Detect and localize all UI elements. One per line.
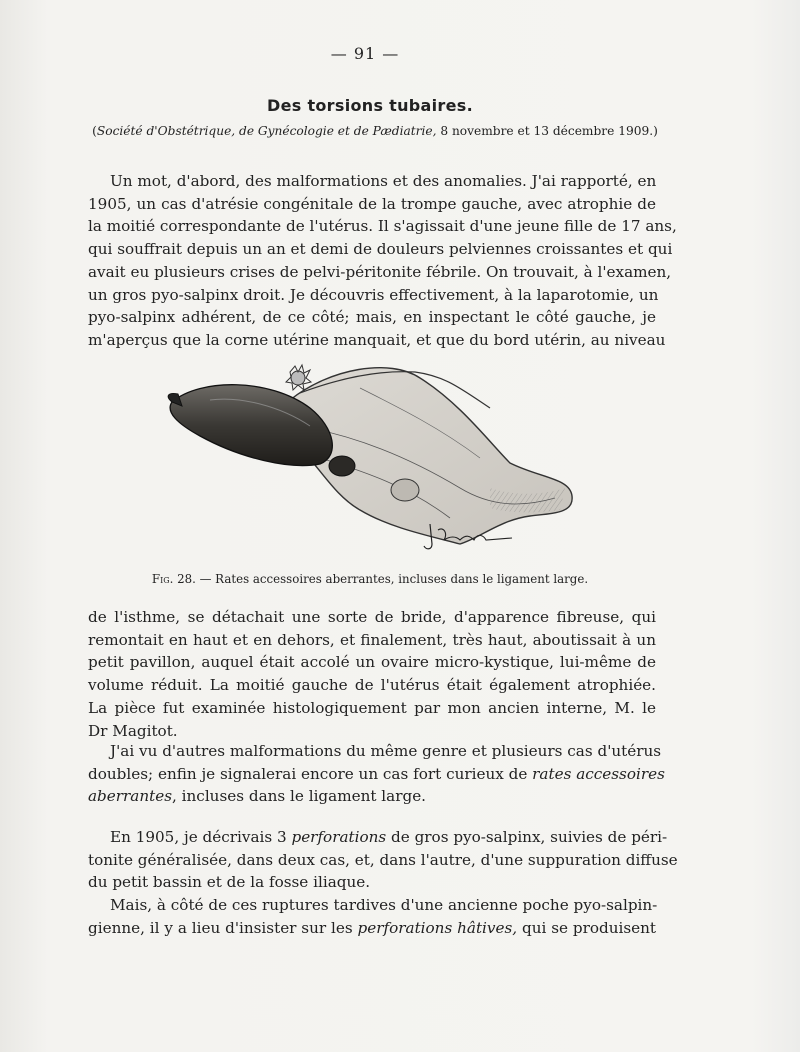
- figure-caption: [0, 572, 740, 586]
- text-segment: , incluses dans le ligament large.: [172, 787, 427, 806]
- text-segment: En 1905, je décrivais 3: [110, 828, 292, 846]
- subtitle-dates: 8 novembre et 13 décembre 1909.): [436, 124, 658, 138]
- text-line: petit pavillon, auquel était accolé un ovaire micro-kystique, lui-même de: [88, 653, 656, 672]
- text-line: [88, 785, 656, 808]
- text-segment: gienne, il y a lieu d'insister sur les: [88, 918, 358, 937]
- text-line: pyo-salpinx adhérent, de ce côté; mais, en inspectant le côté gauche, je: [88, 308, 656, 327]
- text-line: la moitié correspondante de l'utérus. Il s'agissait d'une jeune fille de 17 ans,: [88, 217, 677, 236]
- italic-term: aberrantes: [88, 787, 173, 806]
- text-line: [88, 763, 665, 786]
- text-line: du petit bassin et de la fosse iliaque.: [88, 873, 371, 892]
- section-title: Des torsions tubaires.: [267, 96, 473, 115]
- paragraph-2: [88, 606, 656, 742]
- accessory-spleen-small: [329, 456, 355, 476]
- paragraph-3: [88, 740, 665, 808]
- text-line: un gros pyo-salpinx droit. Je découvris effectivement, à la laparotomie, un: [88, 285, 659, 304]
- text-line: remontait en haut et en dehors, et finalement, très haut, aboutissait à un: [88, 630, 656, 649]
- lower-nodule: [391, 479, 419, 501]
- text-segment: doubles; enfin je signalerai encore un cas fort curieux de: [88, 764, 533, 783]
- italic-term: perforations: [291, 828, 387, 846]
- paragraph-5: [88, 894, 656, 939]
- page-number: — 91 —: [330, 44, 400, 63]
- italic-term: perforations hâtives,: [357, 918, 518, 937]
- anatomical-illustration: [160, 348, 600, 558]
- pavilion: [286, 365, 311, 390]
- text-line: tonite généralisée, dans deux cas, et, dans l'autre, d'une suppuration diffuse: [88, 850, 678, 869]
- text-line: de l'isthme, se détachait une sorte de bride, d'apparence fibreuse, qui: [88, 608, 656, 626]
- text-line: Un mot, d'abord, des malformations et des anomalies. J'ai rapporté, en: [110, 172, 657, 190]
- subtitle-society: Société d'Obstétrique, de Gynécologie et de Pædiatrie,: [96, 124, 437, 138]
- text-line: Mais, à côté de ces ruptures tardives d'une ancienne poche pyo-salpin-: [110, 896, 658, 914]
- paragraph-1: [88, 170, 677, 352]
- text-line: 1905, un cas d'atrésie congénitale de la trompe gauche, avec atrophie de: [88, 194, 656, 213]
- text-line: [88, 917, 656, 940]
- italic-term: rates accessoires: [532, 764, 665, 783]
- section-subtitle: [70, 124, 680, 138]
- figure-label: Fig. 28.: [151, 572, 196, 586]
- text-line: volume réduit. La moitié gauche de l'utérus était également atrophiée.: [88, 676, 656, 695]
- text-segment: qui se produisent: [517, 918, 657, 937]
- text-line: avait eu plusieurs crises de pelvi-péritonite fébrile. On trouvait, à l'examen,: [88, 262, 672, 281]
- text-line: m'aperçus que la corne utérine manquait, et que du bord utérin, au niveau: [88, 330, 666, 349]
- figure-caption-text: — Rates accessoires aberrantes, incluses dans le ligament large.: [195, 572, 589, 586]
- text-segment: de gros pyo-salpinx, suivies de péri-: [386, 828, 668, 846]
- paragraph-4: [88, 826, 678, 894]
- text-line: [88, 826, 668, 849]
- text-line: J'ai vu d'autres malformations du même genre et plusieurs cas d'utérus: [110, 742, 662, 760]
- text-line: qui souffrait depuis un an et demi de douleurs pelviennes croissantes et qui: [88, 240, 673, 259]
- subtitle-open: (: [92, 124, 97, 138]
- text-line: Dr Magitot.: [88, 721, 178, 740]
- text-line: La pièce fut examinée histologiquement par mon ancien interne, M. le: [88, 698, 656, 717]
- figure-drawing: [160, 348, 600, 558]
